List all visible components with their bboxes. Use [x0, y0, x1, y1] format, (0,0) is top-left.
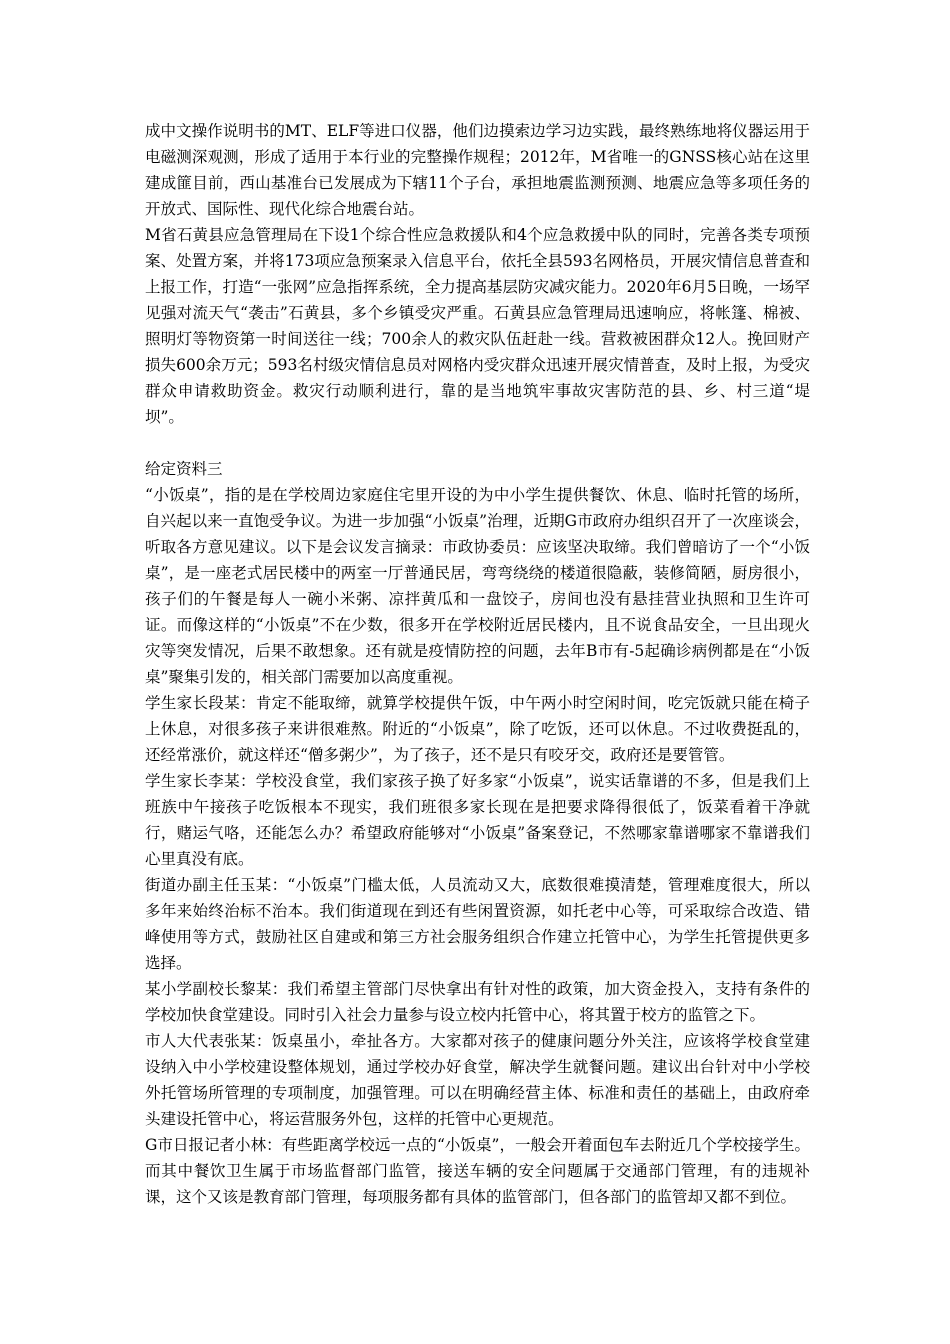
paragraph-seismic-station: 成中文操作说明书的MT、ELF等进口仪器，他们边摸索边学习边实践，最终熟练地将仪器运用于电磁测深观测，形成了适用于本行业的完整操作规程；2012年，M省唯一的GNSS核心站在这里建成篚目前，西山基准台已发展成为下辖11个子台，承担地震监测预测、地震应急等多项任务的开放式、国际性、现代化综合地震台站。	[145, 122, 810, 218]
paragraph-street-office-yu: 街道办副主任玉某：“小饭桌”门槛太低，人员流动又大，底数很难摸清楚，管理难度很大，所以多年来始终治标不治本。我们街道现在到还有些闲置资源，如托老中心等，可采取综合改造、错峰使用等方式，鼓励社区自建或和第三方社会服务组织合作建立托管中心，为学生托管提供更多选择。	[145, 876, 810, 972]
paragraph-reporter-xiaolin: G市日报记者小林：有些距离学校远一点的“小饭桌”，一般会开着面包车去附近几个学校接学生。而其中餐饮卫生属于市场监督部门监管，接送车辆的安全问题属于交通部门管理，有的违规补课，这个又该是教育部门管理，每项服务都有具体的监管部门，但各部门的监管却又都不到位。	[145, 1136, 810, 1206]
paragraph-emergency-management: M省石黄县应急管理局在下设1个综合性应急救援队和4个应急救援中队的同时，完善各类专项预案、处置方案，并将173项应急预案录入信息平台，依托全县593名网格员，开展灾情信息普查和上报工作，打造“一张网”应急指挥系统，全力提高基层防灾减灾能力。2020年6月5日晚，一场罕见强对流天气“袭击”石黄县，多个乡镇受灾严重。石黄县应急管理局迅速响应，将帐篷、棉被、照明灯等物资第一时间送往一线；700余人的救灾队伍赶赴一线。营救被困群众12人。挽回财产损失600余万元；593名村级灾情信息员对网格内受灾群众迅速开展灾情普查，及时上报，为受灾群众申请救助资金。救灾行动顺利进行，靠的是当地筑牢事故灾害防范的县、乡、村三道“堤坝”。	[145, 226, 810, 426]
paragraph-parent-duan: 学生家长段某：肯定不能取缔，就算学校提供午饭，中午两小时空闲时间，吃完饭就只能在椅子上休息，对很多孩子来讲很难熬。附近的“小饭桌”，除了吃饭，还可以休息。不过收费挺乱的，还经常涨价，就这样还“僧多粥少”，为了孩子，还不是只有咬牙交，政府还是要管管。	[145, 694, 810, 764]
document-page	[145, 118, 810, 1210]
section-title: 给定资料三	[145, 460, 223, 478]
paragraph-intro-cppcc: “小饭桌”，指的是在学校周边家庭住宅里开设的为中小学生提供餐饮、休息、临时托管的场所，自兴起以来一直饱受争议。为进一步加强“小饭桌”治理，近期G市政府办组织召开了一次座谈会，听取各方意见建议。以下是会议发言摘录：市政协委员：应该坚决取缔。我们曾暗访了一个“小饭桌”，是一座老式居民楼中的两室一厅普通民居，弯弯绕绕的楼道很隐蔽，装修简陋，厨房很小，孩子们的午餐是每人一碗小米粥、凉拌黄瓜和一盘饺子，房间也没有悬挂营业执照和卫生许可证。而像这样的“小饭桌”不在少数，很多开在学校附近居民楼内，且不说食品安全，一旦出现火灾等突发情况，后果不敢想象。还有就是疫情防控的问题，去年B市有-5起确诊病例都是在“小饭桌”聚集引发的，相关部门需要加以高度重视。	[145, 486, 810, 686]
paragraph-npc-zhang: 市人大代表张某：饭桌虽小，牵扯各方。大家都对孩子的健康问题分外关注，应该将学校食堂建设纳入中小学校建设整体规划，通过学校办好食堂，解决学生就餐问题。建议出台针对中小学校外托管场所管理的专项制度，加强管理。可以在明确经营主体、标准和责任的基础上，由政府牵头建设托管中心，将运营服务外包，这样的托管中心更规范。	[145, 1032, 810, 1128]
paragraph-vice-principal-li: 某小学副校长黎某：我们希望主管部门尽快拿出有针对性的政策，加大资金投入，支持有条件的学校加快食堂建设。同时引入社会力量参与设立校内托管中心，将其置于校方的监管之下。	[145, 980, 810, 1024]
spacer	[145, 430, 810, 456]
paragraph-parent-li: 学生家长李某：学校没食堂，我们家孩子换了好多家“小饭桌”，说实话靠谱的不多，但是我们上班族中午接孩子吃饭根本不现实，我们班很多家长现在是把要求降得很低了，饭菜看着干净就行，赌运气咯，还能怎么办？希望政府能够对“小饭桌”备案登记，不然哪家靠谱哪家不靠谱我们心里真没有底。	[145, 772, 810, 868]
